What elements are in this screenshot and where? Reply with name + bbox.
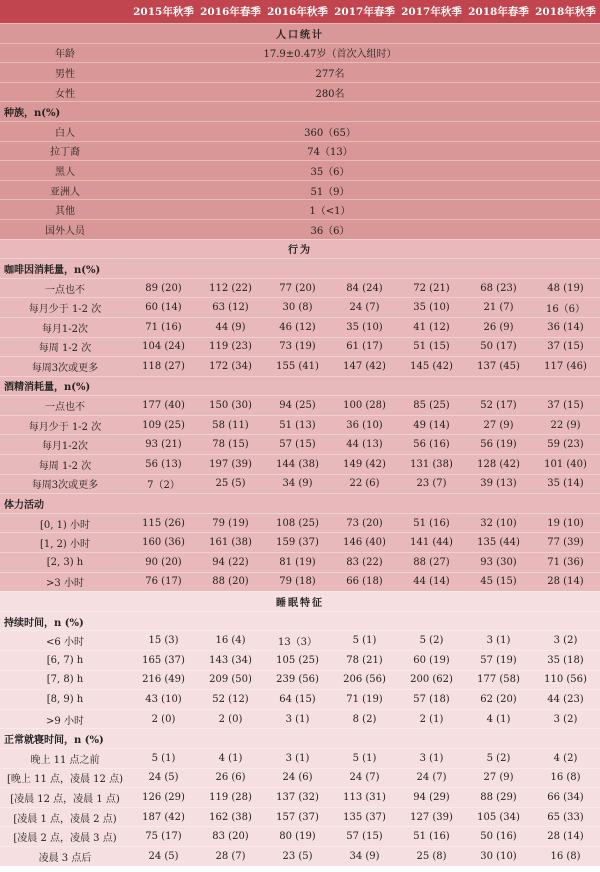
table-cell: 117 (46) <box>544 360 587 372</box>
table-cell: 22 (6) <box>349 478 380 490</box>
demographic-row <box>0 62 600 82</box>
table-row <box>0 434 600 454</box>
table-cell: 104 (24) <box>142 341 185 353</box>
table-cell: 72 (21) <box>413 282 450 294</box>
table-cell: 25 (8) <box>416 850 447 862</box>
table-cell: 61 (17) <box>346 341 383 353</box>
row-value: 17.9±0.47岁（首次入组时） <box>263 49 397 61</box>
table-cell: 197 (39) <box>209 458 252 470</box>
table-cell: 32 (10) <box>480 517 517 529</box>
table-cell: 209 (50) <box>209 674 252 686</box>
table-cell: 49 (14) <box>413 419 450 431</box>
table-cell: 128 (42) <box>477 458 520 470</box>
section-behavior-title <box>0 239 600 259</box>
row-label: 拉丁裔 <box>50 147 80 159</box>
table-cell: 8 (2) <box>352 713 377 725</box>
section-demographics-title-text: 人口统计 <box>276 29 324 41</box>
row-label: [凌晨 12 点，凌晨 1 点) <box>10 793 120 805</box>
table-cell: 127 (39) <box>410 811 453 823</box>
table-cell: 3 (1) <box>285 752 310 764</box>
table-cell: 94 (25) <box>279 400 316 412</box>
table-cell: 2 (1) <box>419 713 444 725</box>
table-cell: 5 (2) <box>486 752 511 764</box>
table-cell: 135 (37) <box>343 811 386 823</box>
table-cell: 144 (38) <box>276 458 319 470</box>
table-cell: 35 (14) <box>547 478 584 490</box>
table-cell: 37 (15) <box>547 400 584 412</box>
table-cell: 52 (12) <box>212 693 249 705</box>
table-cell: 24 (7) <box>349 772 380 784</box>
row-label: 晚上 11 点之前 <box>30 754 100 766</box>
table-cell: 94 (29) <box>413 791 450 803</box>
table-cell: 35 (18) <box>547 654 584 666</box>
table-cell: 200 (62) <box>410 674 453 686</box>
table-cell: 88 (27) <box>413 556 450 568</box>
table-cell: 26 (6) <box>215 772 246 784</box>
header-2018-spring: 2018年春季 <box>468 6 529 18</box>
table-cell: 50 (16) <box>480 831 517 843</box>
table-cell: 27 (9) <box>483 419 514 431</box>
header-2017-spring: 2017年春季 <box>334 6 395 18</box>
table-cell: 119 (28) <box>209 791 252 803</box>
category-row <box>0 728 600 748</box>
table-cell: 113 (31) <box>343 791 386 803</box>
table-cell: 177 (40) <box>142 400 185 412</box>
table-cell: 34 (9) <box>349 850 380 862</box>
table-cell: 57 (15) <box>279 439 316 451</box>
category-label: 正常就寝时间，n (%) <box>4 735 104 747</box>
table-cell: 93 (30) <box>480 556 517 568</box>
table-cell: 100 (28) <box>343 400 386 412</box>
table-cell: 112 (22) <box>209 282 252 294</box>
table-row <box>0 768 600 788</box>
table-row <box>0 513 600 533</box>
table-cell: 75 (17) <box>145 831 182 843</box>
category-row <box>0 258 600 278</box>
table-cell: 141 (44) <box>410 537 453 549</box>
table-cell: 85 (25) <box>413 400 450 412</box>
category-row <box>0 376 600 396</box>
table-cell: 45 (15) <box>480 576 517 588</box>
table-cell: 15 (3) <box>148 635 179 647</box>
row-label: <6 小时 <box>46 637 84 649</box>
row-label: 黑人 <box>55 166 75 178</box>
row-label: 每周 1-2 次 <box>38 460 92 472</box>
table-row <box>0 807 600 827</box>
row-label: 每月少于 1-2 次 <box>28 421 102 433</box>
table-cell: 3 (1) <box>419 752 444 764</box>
table-cell: 149 (42) <box>343 458 386 470</box>
table-row <box>0 532 600 552</box>
row-value: 1（<1） <box>309 206 351 218</box>
table-cell: 79 (18) <box>279 576 316 588</box>
table-cell: 145 (42) <box>410 360 453 372</box>
table-cell: 165 (37) <box>142 654 185 666</box>
category-label: 咖啡因消耗量，n(%) <box>4 264 101 276</box>
table-cell: 94 (22) <box>212 556 249 568</box>
section-sleep-title-text: 睡眠特征 <box>276 598 324 610</box>
table-row <box>0 297 600 317</box>
table-cell: 24 (5) <box>148 850 179 862</box>
row-value: 35（6） <box>310 166 350 178</box>
table-cell: 137 (45) <box>477 360 520 372</box>
table-cell: 2 (0) <box>151 713 176 725</box>
table-cell: 83 (22) <box>346 556 383 568</box>
table-cell: 88 (20) <box>212 576 249 588</box>
table-cell: 239 (56) <box>276 674 319 686</box>
table-cell: 135 (44) <box>477 537 520 549</box>
table-cell: 216 (49) <box>142 674 185 686</box>
category-row <box>0 611 600 631</box>
table-cell: 73 (19) <box>279 341 316 353</box>
row-label: >3 小时 <box>46 578 84 590</box>
table-cell: 146 (40) <box>343 537 386 549</box>
table-cell: 58 (11) <box>212 419 249 431</box>
table-cell: 66 (34) <box>547 791 584 803</box>
table-cell: 51 (16) <box>413 517 450 529</box>
row-label: [0, 1) 小时 <box>39 519 91 531</box>
row-label: [1, 2) 小时 <box>39 539 91 551</box>
table-cell: 71 (16) <box>145 321 182 333</box>
header-2017-fall: 2017年秋季 <box>401 6 462 18</box>
table-cell: 30 (8) <box>282 302 313 314</box>
table-cell: 150 (30) <box>209 400 252 412</box>
table-header <box>0 0 600 23</box>
category-row <box>0 101 600 121</box>
table-cell: 64 (15) <box>279 693 316 705</box>
table-cell: 16 (4) <box>215 635 246 647</box>
table-cell: 187 (42) <box>142 811 185 823</box>
category-row <box>0 493 600 513</box>
table-cell: 24 (6) <box>282 772 313 784</box>
table-cell: 155 (41) <box>276 360 319 372</box>
table-row <box>0 670 600 690</box>
table-cell: 57 (18) <box>413 693 450 705</box>
table-cell: 24 (7) <box>416 772 447 784</box>
demographic-row <box>0 219 600 239</box>
table-cell: 101 (40) <box>544 458 587 470</box>
table-cell: 2 (0) <box>218 713 243 725</box>
table-row <box>0 630 600 650</box>
table-cell: 109 (25) <box>142 419 185 431</box>
table-cell: 16（6） <box>545 304 586 316</box>
table-cell: 80 (19) <box>279 831 316 843</box>
table-cell: 71 (19) <box>346 693 383 705</box>
row-value: 360（65） <box>304 127 356 139</box>
header-2015-fall: 2015年秋季 <box>133 6 194 18</box>
table-cell: 16 (8) <box>550 850 581 862</box>
table-cell: 71 (36) <box>547 556 584 568</box>
table-cell: 119 (23) <box>209 341 252 353</box>
table-cell: 56 (13) <box>145 458 182 470</box>
row-label: [6, 7) h <box>46 654 84 666</box>
table-cell: 105 (25) <box>276 654 319 666</box>
table-row <box>0 748 600 768</box>
table-cell: 37 (15) <box>547 341 584 353</box>
table-cell: 51 (13) <box>279 419 316 431</box>
table-cell: 28 (14) <box>547 576 584 588</box>
table-cell: 21 (7) <box>483 302 514 314</box>
table-cell: 76 (17) <box>145 576 182 588</box>
row-value: 51（9） <box>310 186 350 198</box>
table-cell: 36 (10) <box>346 419 383 431</box>
table-row <box>0 454 600 474</box>
table-cell: 35 (10) <box>346 321 383 333</box>
table-cell: 93 (21) <box>145 439 182 451</box>
row-value: 74（13） <box>307 147 353 159</box>
header-2016-spring: 2016年春季 <box>200 6 261 18</box>
category-label: 持续时间，n (%) <box>4 617 84 629</box>
table-cell: 88 (29) <box>480 791 517 803</box>
row-label: 男性 <box>55 68 75 80</box>
demographic-row <box>0 199 600 219</box>
row-label: [8, 9) h <box>46 693 84 705</box>
table-cell: 23 (5) <box>282 850 313 862</box>
table-cell: 63 (12) <box>212 302 249 314</box>
demographic-row <box>0 43 600 63</box>
table-cell: 78 (15) <box>212 439 249 451</box>
table-cell: 143 (34) <box>209 654 252 666</box>
table-cell: 77 (20) <box>279 282 316 294</box>
table-row <box>0 787 600 807</box>
table-cell: 51 (15) <box>413 341 450 353</box>
row-value: 280名 <box>315 88 345 100</box>
section-demographics-title <box>0 23 600 43</box>
row-label: 每周3次或更多 <box>31 480 99 492</box>
table-cell: 137 (32) <box>276 791 319 803</box>
row-value: 36（6） <box>310 225 350 237</box>
demographic-row <box>0 121 600 141</box>
section-sleep-title <box>0 591 600 611</box>
table-row <box>0 317 600 337</box>
table-row <box>0 356 600 376</box>
table-cell: 28 (7) <box>215 850 246 862</box>
table-cell: 39 (13) <box>480 478 517 490</box>
table-cell: 13（3） <box>277 637 318 649</box>
table-cell: 51 (16) <box>413 831 450 843</box>
table-cell: 78 (21) <box>346 654 383 666</box>
table-cell: 24 (7) <box>349 302 380 314</box>
row-label: 每周 1-2 次 <box>38 343 92 355</box>
demographic-row <box>0 141 600 161</box>
table-cell: 22 (9) <box>550 419 581 431</box>
table-cell: 77 (39) <box>547 537 584 549</box>
table-cell: 5 (1) <box>352 752 377 764</box>
table-cell: 44 (13) <box>346 439 383 451</box>
table-cell: 34 (9) <box>282 478 313 490</box>
table-cell: 90 (20) <box>145 556 182 568</box>
table-cell: 52 (17) <box>480 400 517 412</box>
table-cell: 83 (20) <box>212 831 249 843</box>
table-cell: 23 (7) <box>416 478 447 490</box>
table-cell: 35 (10) <box>413 302 450 314</box>
table-row <box>0 826 600 846</box>
table-cell: 60 (14) <box>145 302 182 314</box>
demographic-row <box>0 82 600 102</box>
table-body <box>0 23 600 866</box>
header-2018-fall: 2018年秋季 <box>535 6 596 18</box>
table-cell: 3 (1) <box>285 713 310 725</box>
table-cell: 4 (1) <box>486 713 511 725</box>
table-cell: 68 (23) <box>480 282 517 294</box>
table-cell: 177 (58) <box>477 674 520 686</box>
table-cell: 89 (20) <box>145 282 182 294</box>
row-label: [晚上 11 点，凌晨 12 点) <box>7 774 123 786</box>
demographic-row <box>0 180 600 200</box>
table-cell: 44 (14) <box>413 576 450 588</box>
table-cell: 44 (9) <box>215 321 246 333</box>
table-row <box>0 337 600 357</box>
table-cell: 43 (10) <box>145 693 182 705</box>
header-2016-fall: 2016年秋季 <box>267 6 328 18</box>
row-label: 其他 <box>55 206 75 218</box>
row-label: >9 小时 <box>46 715 84 727</box>
table-cell: 36 (14) <box>547 321 584 333</box>
table-cell: 57 (15) <box>346 831 383 843</box>
table-cell: 3 (2) <box>553 713 578 725</box>
table-cell: 56 (19) <box>480 439 517 451</box>
section-behavior-title-text: 行为 <box>288 245 312 257</box>
table-cell: 159 (37) <box>276 537 319 549</box>
table-cell: 157 (37) <box>276 811 319 823</box>
table-row <box>0 689 600 709</box>
table-cell: 126 (29) <box>142 791 185 803</box>
table-cell: 26 (9) <box>483 321 514 333</box>
table-cell: 60 (19) <box>413 654 450 666</box>
table-cell: 147 (42) <box>343 360 386 372</box>
row-label: 每月1-2次 <box>41 441 89 453</box>
table-cell: 59 (23) <box>547 439 584 451</box>
row-label: [2, 3) h <box>46 556 84 568</box>
table-cell: 19 (10) <box>547 517 584 529</box>
table-cell: 5 (1) <box>352 635 377 647</box>
table-cell: 5 (1) <box>151 752 176 764</box>
row-label: 凌晨 3 点后 <box>38 852 92 864</box>
row-label: [7, 8) h <box>46 674 84 686</box>
row-label: 一点也不 <box>45 402 85 414</box>
table-cell: 62 (20) <box>480 693 517 705</box>
table-cell: 48 (19) <box>547 282 584 294</box>
row-label: 女性 <box>55 88 75 100</box>
table-row <box>0 278 600 298</box>
table-cell: 27 (9) <box>483 772 514 784</box>
table-row <box>0 395 600 415</box>
row-label: 年龄 <box>55 49 75 61</box>
table-cell: 81 (19) <box>279 556 316 568</box>
table-cell: 50 (17) <box>480 341 517 353</box>
row-value: 277名 <box>315 68 345 80</box>
table-row <box>0 474 600 494</box>
table-row <box>0 709 600 729</box>
category-label: 体力活动 <box>4 500 44 512</box>
table-cell: 4 (2) <box>553 752 578 764</box>
table-cell: 5 (2) <box>419 635 444 647</box>
table-cell: 65 (33) <box>547 811 584 823</box>
table-cell: 172 (34) <box>209 360 252 372</box>
table-cell: 161 (38) <box>209 537 252 549</box>
table-cell: 46 (12) <box>279 321 316 333</box>
table-cell: 28 (14) <box>547 831 584 843</box>
table-cell: 118 (27) <box>142 360 185 372</box>
row-label: 每月少于 1-2 次 <box>28 304 102 316</box>
table-cell: 206 (56) <box>343 674 386 686</box>
table-cell: 30 (10) <box>480 850 517 862</box>
table-cell: 7（2） <box>147 480 180 492</box>
row-label: [凌晨 2 点，凌晨 3 点) <box>13 833 117 845</box>
table-cell: 41 (12) <box>413 321 450 333</box>
table-row <box>0 572 600 592</box>
table-cell: 66 (18) <box>346 576 383 588</box>
demographic-row <box>0 160 600 180</box>
table-cell: 3 (2) <box>553 635 578 647</box>
table-cell: 160 (36) <box>142 537 185 549</box>
category-label: 酒精消耗量，n(%) <box>4 382 91 394</box>
table-row <box>0 846 600 866</box>
table-cell: 115 (26) <box>142 517 185 529</box>
table-cell: 105 (34) <box>477 811 520 823</box>
table-row <box>0 552 600 572</box>
table-cell: 24 (5) <box>148 772 179 784</box>
table-cell: 131 (38) <box>410 458 453 470</box>
row-label: 一点也不 <box>45 284 85 296</box>
table-cell: 56 (16) <box>413 439 450 451</box>
table-cell: 108 (25) <box>276 517 319 529</box>
table-cell: 44 (23) <box>547 693 584 705</box>
table-cell: 4 (1) <box>218 752 243 764</box>
table-cell: 110 (56) <box>544 674 587 686</box>
row-label: 亚洲人 <box>50 186 80 198</box>
row-label: 国外人员 <box>45 225 85 237</box>
table-cell: 25 (5) <box>215 478 246 490</box>
table-cell: 73 (20) <box>346 517 383 529</box>
row-label: 每月1-2次 <box>41 323 89 335</box>
table-cell: 79 (19) <box>212 517 249 529</box>
table-row <box>0 650 600 670</box>
row-label: 每周3次或更多 <box>31 362 99 374</box>
table-cell: 84 (24) <box>346 282 383 294</box>
row-label: 白人 <box>55 127 75 139</box>
category-label: 种族，n(%) <box>4 108 61 120</box>
table-row <box>0 415 600 435</box>
table-cell: 3 (1) <box>486 635 511 647</box>
table-cell: 57 (19) <box>480 654 517 666</box>
table-cell: 16 (8) <box>550 772 581 784</box>
table-cell: 162 (38) <box>209 811 252 823</box>
row-label: [凌晨 1 点，凌晨 2 点) <box>13 813 117 825</box>
